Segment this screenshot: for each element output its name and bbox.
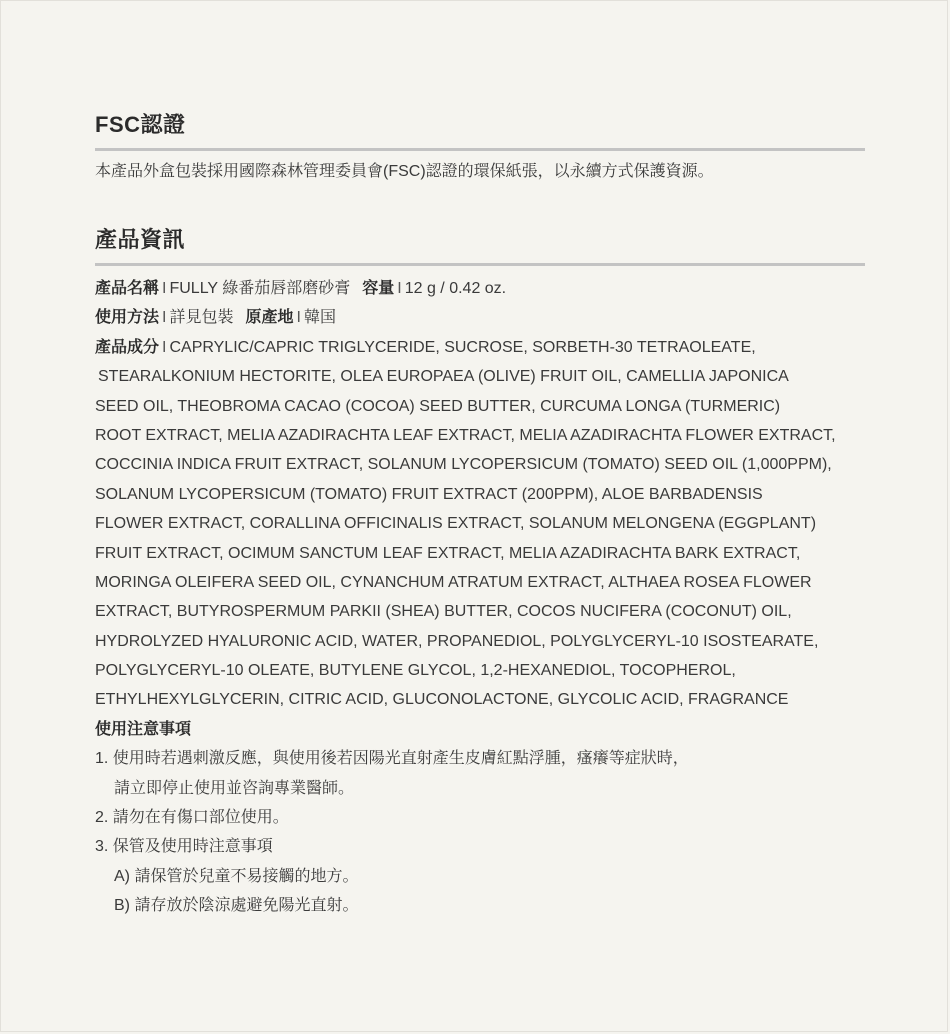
name-volume-row <box>95 274 865 303</box>
product-info-heading: 產品資訊 <box>95 227 186 252</box>
fsc-section <box>95 110 865 183</box>
ingredients-line: HYDROLYZED HYALURONIC ACID, WATER, PROPANEDIOL, POLYGLYCERYL-10 ISOSTEARATE, <box>95 632 819 650</box>
usage-label: 使用方法 <box>95 309 160 327</box>
origin-value: 韓国 <box>303 309 336 327</box>
separator: I <box>162 280 167 297</box>
product-info-body <box>95 274 865 921</box>
ingredients-line: SOLANUM LYCOPERSICUM (TOMATO) FRUIT EXTRACT (200PPM), ALOE BARBADENSIS <box>95 485 763 503</box>
ingredients-line: FRUIT EXTRACT, OCIMUM SANCTUM LEAF EXTRACT, MELIA AZADIRACHTA BARK EXTRACT, <box>95 544 801 562</box>
caution-label: 使用注意事項 <box>95 720 192 738</box>
usage-origin-row <box>95 303 865 332</box>
product-name-value: FULLY 綠番茄唇部磨砂膏 <box>169 280 351 297</box>
separator: I <box>162 338 167 356</box>
origin-label: 原產地 <box>245 309 294 327</box>
ingredients-line: EXTRACT, BUTYROSPERMUM PARKII (SHEA) BUTTER, COCOS NUCIFERA (COCONUT) OIL, <box>95 603 792 621</box>
fsc-description: 本產品外盒包裝採用國際森林管理委員會(FSC)認證的環保紙張，以永續方式保護資源。 <box>95 163 714 180</box>
caution-item: 2. 請勿在有傷口部位使用。 <box>95 809 289 827</box>
ingredients-line: STEARALKONIUM HECTORITE, OLEA EUROPAEA (OLIVE) FRUIT OIL, CAMELLIA JAPONICA <box>98 368 789 386</box>
ingredients-label: 產品成分 <box>95 338 160 356</box>
caution-item: 請立即停止使用並咨詢專業醫師。 <box>114 779 355 797</box>
fsc-divider <box>95 148 865 151</box>
ingredients-line: CAPRYLIC/CAPRIC TRIGLYCERIDE, SUCROSE, SORBETH-30 TETRAOLEATE, <box>169 338 756 356</box>
product-info-section <box>95 225 865 921</box>
separator: I <box>162 309 167 327</box>
ingredients-line: ETHYLHEXYLGLYCERIN, CITRIC ACID, GLUCONOLACTONE, GLYCOLIC ACID, FRAGRANCE <box>95 691 789 709</box>
separator: I <box>397 280 402 297</box>
separator: I <box>296 309 301 327</box>
ingredients-line: SEED OIL, THEOBROMA CACAO (COCOA) SEED BUTTER, CURCUMA LONGA (TURMERIC) <box>95 397 781 415</box>
ingredients-line: POLYGLYCERYL-10 OLEATE, BUTYLENE GLYCOL, 1,2-HEXANEDIOL, TOCOPHEROL, <box>95 662 736 680</box>
volume-value: 12 g / 0.42 oz. <box>404 280 507 297</box>
ingredients-row <box>95 333 865 362</box>
ingredients-line: COCCINIA INDICA FRUIT EXTRACT, SOLANUM LYCOPERSICUM (TOMATO) SEED OIL (1,000PPM), <box>95 456 832 474</box>
ingredients-line: ROOT EXTRACT, MELIA AZADIRACHTA LEAF EXTRACT, MELIA AZADIRACHTA FLOWER EXTRACT, <box>95 426 836 444</box>
caution-subitem: B) 請存放於陰涼處避免陽光直射。 <box>114 897 359 915</box>
caution-item: 1. 使用時若遇刺激反應，與使用後若因陽光直射產生皮膚紅點浮腫，瘙癢等症狀時， <box>95 750 689 768</box>
fsc-heading: FSC認證 <box>95 112 186 137</box>
ingredients-line: FLOWER EXTRACT, CORALLINA OFFICINALIS EXTRACT, SOLANUM MELONGENA (EGGPLANT) <box>95 515 817 533</box>
caution-item: 3. 保管及使用時注意事項 <box>95 838 273 856</box>
ingredients-line: MORINGA OLEIFERA SEED OIL, CYNANCHUM ATRATUM EXTRACT, ALTHAEA ROSEA FLOWER <box>95 573 812 591</box>
caution-subitem: A) 請保管於兒童不易接觸的地方。 <box>114 867 359 885</box>
product-name-label: 產品名稱 <box>95 280 160 297</box>
volume-label: 容量 <box>362 280 395 297</box>
product-info-divider <box>95 263 865 266</box>
usage-value: 詳見包裝 <box>169 309 234 327</box>
